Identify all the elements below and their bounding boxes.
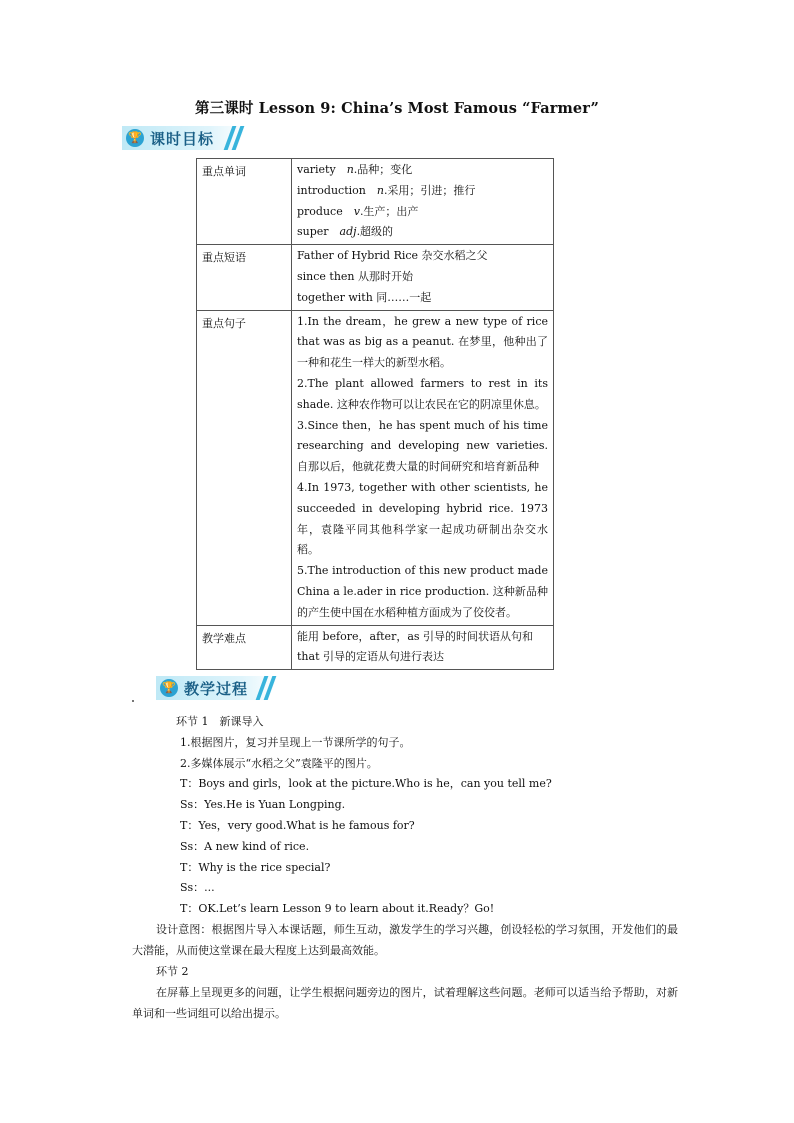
stray-dot <box>132 700 134 702</box>
step2-text: 在屏幕上呈现更多的问题，让学生根据问题旁边的图片，试着理解这些问题。老师可以适当给予帮助，对新单词和一些词组可以给出提示。 <box>132 986 678 1020</box>
section-banner-process <box>156 676 278 700</box>
table-row <box>197 245 554 310</box>
objectives-table <box>196 158 554 670</box>
dialogue-line: Ss：Yes.He is Yuan Longping. <box>180 798 346 812</box>
vocab-line: variety n.品种；变化 <box>297 163 413 176</box>
vocab-line: super adj.超级的 <box>297 225 394 239</box>
sentence-item: 2.The plant allowed farmers to rest in its shade. 这种农作物可以让农民在它的阴凉里休息。 <box>297 376 548 411</box>
process-section <box>156 712 676 920</box>
dialogue-line: T：Why is the rice special? <box>180 860 331 874</box>
row-content <box>292 310 554 625</box>
row-label: 重点短语 <box>197 245 292 310</box>
table-row <box>197 625 554 670</box>
step-heading: 环节 2 <box>156 965 189 978</box>
dialogue-line: Ss：A new kind of rice. <box>180 839 310 853</box>
dialogue-line: Ss：... <box>180 881 215 895</box>
section-banner-objectives <box>122 126 246 150</box>
step-item: 2.多媒体展示“水稻之父”袁隆平的图片。 <box>180 756 378 770</box>
dialogue-line: T：OK.Let’s learn Lesson 9 to learn about it.Ready？Go! <box>180 902 495 916</box>
difficulty-line: 能用 before，after，as 引导的时间状语从句和 that 引导的定语从句进行表达 <box>297 629 534 664</box>
row-content <box>292 245 554 310</box>
page-title: 第三课时 Lesson 9: China’s Most Famous “Farmer” <box>195 100 599 117</box>
step-heading: 环节 1 新课导入 <box>176 715 264 728</box>
step-item: 1.根据图片，复习并呈现上一节课所学的句子。 <box>180 735 411 749</box>
sentence-item: 5.The introduction of this new product made China a le.ader in rice production. 这种新品种的产生使中国在水稻种植方面成为了佼佼者。 <box>297 564 548 619</box>
sentence-item: 4.In 1973, together with other scientists, he succeeded in developing hybrid rice. 1973年，袁隆平同其他科学家一起成功研制出杂交水稻。 <box>297 480 548 557</box>
sentence-item: 1.In the dream，he grew a new type of rice that was as big as a peanut. 在梦里，他种出了一种和花生一样大的新型水稻。 <box>297 314 548 370</box>
row-content <box>292 625 554 670</box>
phrase-line: together with 同……一起 <box>297 290 432 304</box>
design-intent: 设计意图：根据图片导入本课话题，师生互动，激发学生的学习兴趣，创设轻松的学习氛围，开发他们的最大潜能，从而使这堂课在最大程度上达到最高效能。 <box>132 923 678 957</box>
trophy-icon: 🏆 <box>160 679 178 697</box>
banner-label: 课时目标 <box>150 130 215 148</box>
trophy-icon: 🏆 <box>126 129 144 147</box>
row-content <box>292 159 554 245</box>
dialogue-line: T：Yes，very good.What is he famous for? <box>180 818 415 832</box>
phrase-line: Father of Hybrid Rice 杂交水稻之父 <box>297 249 488 263</box>
row-label: 重点句子 <box>197 310 292 625</box>
banner-label: 教学过程 <box>184 680 249 698</box>
sentence-item: 3.Since then，he has spent much of his time researching and developing new varieties. 自那以后，他就花费大量的时间研究和培育新品种 <box>297 418 548 474</box>
vocab-line: introduction n.采用；引进；推行 <box>297 183 476 197</box>
table-row <box>197 159 554 245</box>
vocab-line: produce v.生产；出产 <box>297 204 419 218</box>
phrase-line: since then 从那时开始 <box>297 269 414 283</box>
row-label: 教学难点 <box>197 625 292 670</box>
table-row <box>197 310 554 625</box>
dialogue-line: T：Boys and girls，look at the picture.Who is he，can you tell me? <box>180 777 552 791</box>
row-label: 重点单词 <box>197 159 292 245</box>
